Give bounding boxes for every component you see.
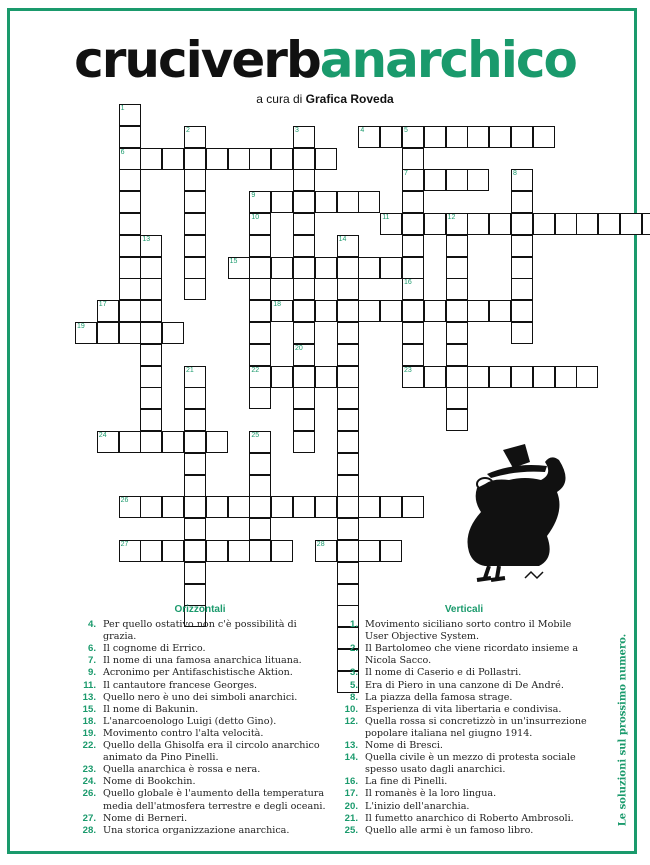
grid-cell[interactable] [446, 235, 468, 257]
clue-number: 8. [349, 691, 358, 703]
clue-item [74, 825, 326, 837]
clue-number: 14. [344, 752, 358, 764]
title-part1: cruciverb [74, 31, 320, 89]
clue-number: 25. [344, 824, 358, 836]
grid-cell[interactable] [337, 475, 359, 497]
across-clue-list [74, 619, 326, 837]
clue-item [336, 619, 592, 643]
grid-cell[interactable] [424, 366, 446, 388]
grid-cell[interactable] [576, 213, 598, 235]
grid-cell[interactable] [467, 169, 489, 191]
grid-cell[interactable] [337, 278, 359, 300]
grid-cell[interactable] [249, 322, 271, 344]
clue-number: 21. [344, 812, 358, 824]
grid-cell[interactable] [140, 300, 162, 322]
grid-cell[interactable] [315, 496, 337, 518]
clue-number: 15. [82, 703, 96, 715]
grid-number: 2 [186, 126, 190, 134]
grid-cell[interactable] [293, 191, 315, 213]
clue-number: 27. [82, 812, 96, 824]
subtitle-author: Grafica Roveda [305, 92, 394, 106]
grid-number: 26 [120, 497, 129, 505]
grid-cell[interactable] [97, 322, 119, 344]
grid-cell[interactable] [446, 409, 468, 431]
grid-cell[interactable] [555, 366, 577, 388]
grid-cell[interactable] [555, 213, 577, 235]
grid-cell[interactable] [140, 496, 162, 518]
grid-cell[interactable] [249, 518, 271, 540]
grid-cell[interactable] [119, 191, 141, 213]
grid-cell[interactable] [402, 191, 424, 213]
grid-cell[interactable] [446, 278, 468, 300]
clue-text: Il fumetto anarchico di Roberto Ambrosoli. [365, 812, 574, 824]
grid-cell[interactable] [446, 257, 468, 279]
clue-item [74, 776, 326, 788]
grid-cell[interactable] [337, 409, 359, 431]
grid-cell[interactable] [620, 213, 642, 235]
clue-text: Nome di Berneri. [103, 812, 188, 824]
grid-cell[interactable] [293, 300, 315, 322]
grid-cell[interactable] [271, 191, 293, 213]
clue-item [74, 788, 326, 812]
grid-cell[interactable] [315, 300, 337, 322]
grid-cell[interactable] [249, 540, 271, 562]
down-clue-list [336, 619, 592, 837]
grid-cell[interactable] [511, 257, 533, 279]
grid-cell[interactable] [467, 366, 489, 388]
clue-item [336, 692, 592, 704]
grid-cell[interactable] [271, 148, 293, 170]
clue-number: 19. [82, 727, 96, 739]
grid-number: 12 [447, 214, 456, 221]
clue-text: Esperienza di vita libertaria e condivisa. [365, 703, 562, 715]
grid-cell[interactable] [293, 366, 315, 388]
clue-item [336, 704, 592, 716]
grid-cell[interactable] [533, 213, 555, 235]
grid-cell[interactable] [402, 496, 424, 518]
clue-item [336, 825, 592, 837]
grid-cell[interactable] [184, 169, 206, 191]
grid-cell[interactable] [249, 257, 271, 279]
grid-cell[interactable] [119, 257, 141, 279]
grid-cell[interactable] [402, 148, 424, 170]
solutions-note: Le soluzioni sul prossimo numero. [617, 633, 629, 827]
clue-text: L'anarcoenologo Luigi (detto Gino). [103, 715, 277, 727]
grid-cell[interactable] [119, 126, 141, 148]
grid-cell[interactable] [337, 584, 359, 606]
grid-cell[interactable] [402, 257, 424, 279]
grid-cell[interactable] [293, 169, 315, 191]
clue-number: 6. [87, 643, 96, 655]
clue-item [74, 667, 326, 679]
grid-cell[interactable] [576, 366, 598, 388]
clue-number: 13. [82, 691, 96, 703]
grid-cell[interactable] [119, 300, 141, 322]
grid-cell[interactable] [424, 213, 446, 235]
grid-cell[interactable] [140, 540, 162, 562]
clue-number: 18. [82, 715, 96, 727]
clue-item [74, 655, 326, 667]
grid-cell[interactable] [511, 191, 533, 213]
grid-cell[interactable] [293, 278, 315, 300]
subtitle-prefix: a cura di [256, 92, 303, 106]
grid-number: 18 [273, 301, 281, 309]
clue-number: 9. [87, 667, 96, 679]
grid-cell[interactable] [337, 387, 359, 409]
clue-item [74, 764, 326, 776]
grid-cell[interactable] [402, 300, 424, 322]
grid-cell[interactable] [337, 431, 359, 453]
grid-cell[interactable] [249, 387, 271, 409]
grid-number: 17 [98, 301, 107, 309]
clue-text: Quella anarchica è rossa e nera. [103, 764, 261, 776]
clue-number: 13. [344, 740, 358, 752]
grid-cell[interactable] [140, 387, 162, 409]
grid-cell[interactable] [467, 213, 489, 235]
grid-cell[interactable] [184, 257, 206, 279]
clue-text: Nome di Bresci. [365, 740, 443, 752]
grid-cell[interactable] [119, 235, 141, 257]
grid-cell[interactable] [511, 366, 533, 388]
grid-cell[interactable] [446, 300, 468, 322]
grid-cell[interactable] [489, 366, 511, 388]
clue-text: Quello globale è l'aumento della temperatura media dell'atmosfera terrestre e degli oceani. [103, 788, 326, 812]
grid-cell[interactable] [249, 300, 271, 322]
grid-cell[interactable] [446, 126, 468, 148]
grid-cell[interactable] [184, 387, 206, 409]
grid-cell[interactable] [271, 366, 293, 388]
grid-number: 24 [98, 432, 107, 439]
grid-cell[interactable] [249, 453, 271, 475]
grid-cell[interactable] [337, 344, 359, 366]
clue-text: Il romanès è la loro lingua. [365, 788, 497, 800]
grid-cell[interactable] [424, 169, 446, 191]
title-part2: anarchico [319, 31, 576, 89]
clue-number: 1. [349, 619, 358, 631]
clue-text: L'inizio dell'anarchia. [365, 800, 470, 812]
grid-cell[interactable] [380, 496, 402, 518]
grid-cell[interactable] [424, 126, 446, 148]
grid-number: 8 [513, 170, 517, 178]
clue-text: La fine di Pinelli. [365, 776, 448, 788]
clue-item [74, 619, 326, 643]
grid-cell[interactable] [337, 322, 359, 344]
grid-cell[interactable] [249, 278, 271, 300]
grid-number: 16 [404, 279, 412, 287]
anarchist-figure-illustration [455, 440, 585, 590]
clue-text: La piazza della famosa strage. [365, 691, 513, 703]
grid-number: 28 [316, 541, 325, 548]
grid-cell[interactable] [337, 518, 359, 540]
grid-cell[interactable] [337, 540, 359, 562]
grid-cell[interactable] [380, 540, 402, 562]
grid-cell[interactable] [140, 257, 162, 279]
grid-number: 7 [404, 170, 408, 178]
clue-text: Una storica organizzazione anarchica. [103, 824, 290, 836]
grid-number: 27 [120, 541, 129, 548]
grid-number: 21 [186, 366, 194, 374]
grid-cell[interactable] [315, 191, 337, 213]
clue-number: 12. [344, 715, 358, 727]
grid-cell[interactable] [511, 300, 533, 322]
clue-text: Quella rossa si concretizzò in un'insurrezione popolare italiana nel giugno 1914. [365, 715, 587, 739]
grid-cell[interactable] [162, 148, 184, 170]
grid-cell[interactable] [358, 540, 380, 562]
grid-cell[interactable] [184, 431, 206, 453]
grid-cell[interactable] [642, 213, 650, 235]
clue-number: 5. [349, 679, 358, 691]
grid-cell[interactable] [293, 148, 315, 170]
clue-text: Il nome di una famosa anarchica lituana. [103, 655, 302, 667]
grid-number: 15 [229, 257, 238, 265]
grid-cell[interactable] [511, 213, 533, 235]
clue-number: 17. [344, 788, 358, 800]
grid-cell[interactable] [467, 126, 489, 148]
grid-cell[interactable] [140, 278, 162, 300]
down-clues [336, 604, 592, 837]
grid-cell[interactable] [119, 213, 141, 235]
grid-cell[interactable] [228, 496, 250, 518]
across-heading: Orizzontali [174, 604, 226, 615]
grid-cell[interactable] [162, 322, 184, 344]
grid-cell[interactable] [337, 191, 359, 213]
grid-cell[interactable] [337, 453, 359, 475]
clue-item [336, 643, 592, 667]
clue-number: 23. [82, 764, 96, 776]
grid-number: 23 [404, 366, 412, 374]
grid-cell[interactable] [119, 169, 141, 191]
grid-number: 5 [404, 126, 408, 134]
clue-item [336, 788, 592, 800]
grid-cell[interactable] [271, 540, 293, 562]
across-clues [74, 604, 326, 837]
grid-cell[interactable] [140, 366, 162, 388]
grid-cell[interactable] [184, 409, 206, 431]
grid-cell[interactable] [184, 518, 206, 540]
grid-cell[interactable] [206, 431, 228, 453]
clue-item [336, 801, 592, 813]
grid-cell[interactable] [184, 235, 206, 257]
grid-cell[interactable] [293, 257, 315, 279]
grid-cell[interactable] [140, 431, 162, 453]
clue-number: 7. [87, 655, 96, 667]
grid-cell[interactable] [402, 344, 424, 366]
grid-number: 4 [360, 126, 365, 134]
clue-number: 20. [344, 800, 358, 812]
grid-cell[interactable] [293, 431, 315, 453]
grid-cell[interactable] [184, 191, 206, 213]
clue-text: Il nome di Bakunin. [103, 703, 199, 715]
grid-cell[interactable] [337, 300, 359, 322]
grid-cell[interactable] [337, 562, 359, 584]
clue-item [336, 667, 592, 679]
grid-cell[interactable] [293, 409, 315, 431]
grid-cell[interactable] [315, 366, 337, 388]
grid-cell[interactable] [380, 126, 402, 148]
grid-cell[interactable] [511, 278, 533, 300]
clue-item [74, 680, 326, 692]
grid-cell[interactable] [293, 387, 315, 409]
grid-cell[interactable] [446, 322, 468, 344]
grid-number: 10 [251, 214, 260, 221]
grid-cell[interactable] [489, 213, 511, 235]
grid-cell[interactable] [511, 322, 533, 344]
clue-number: 11. [83, 679, 96, 691]
grid-number: 19 [77, 323, 85, 330]
clue-item [74, 692, 326, 704]
clue-item [336, 776, 592, 788]
clue-text: Nome di Bookchin. [103, 776, 196, 788]
grid-cell[interactable] [140, 409, 162, 431]
grid-cell[interactable] [184, 213, 206, 235]
grid-cell[interactable] [184, 562, 206, 584]
grid-cell[interactable] [119, 431, 141, 453]
grid-cell[interactable] [184, 148, 206, 170]
grid-cell[interactable] [337, 257, 359, 279]
grid-cell[interactable] [249, 344, 271, 366]
grid-cell[interactable] [162, 496, 184, 518]
grid-cell[interactable] [489, 300, 511, 322]
grid-number: 9 [251, 192, 256, 200]
grid-cell[interactable] [184, 496, 206, 518]
grid-cell[interactable] [337, 366, 359, 388]
clue-text: Per quello ostativo non c'è possibilità di grazia. [103, 619, 297, 643]
grid-cell[interactable] [140, 322, 162, 344]
grid-number: 11 [382, 214, 390, 221]
clue-number: 3. [349, 667, 358, 679]
grid-cell[interactable] [315, 148, 337, 170]
clue-item [336, 716, 592, 740]
grid-cell[interactable] [206, 496, 228, 518]
grid-cell[interactable] [358, 257, 380, 279]
grid-cell[interactable] [598, 213, 620, 235]
clue-text: Quella civile è un mezzo di protesta sociale spesso usato dagli anarchici. [365, 752, 576, 776]
grid-cell[interactable] [206, 540, 228, 562]
clue-text: Acronimo per Antifaschistische Aktion. [103, 667, 293, 679]
grid-cell[interactable] [184, 278, 206, 300]
clue-number: 2. [349, 643, 358, 655]
grid-cell[interactable] [119, 278, 141, 300]
grid-cell[interactable] [184, 475, 206, 497]
clue-text: Era di Piero in una canzone di De André. [365, 679, 564, 691]
grid-cell[interactable] [293, 213, 315, 235]
grid-cell[interactable] [249, 148, 271, 170]
grid-cell[interactable] [402, 213, 424, 235]
clue-item [74, 643, 326, 655]
clue-text: Quello nero è uno dei simboli anarchici. [103, 691, 298, 703]
grid-cell[interactable] [162, 431, 184, 453]
clue-number: 28. [82, 824, 96, 836]
clue-text: Il cantautore francese Georges. [103, 679, 258, 691]
clue-item [336, 752, 592, 776]
grid-cell[interactable] [228, 540, 250, 562]
grid-cell[interactable] [402, 322, 424, 344]
grid-number: 1 [120, 105, 125, 112]
grid-number: 14 [338, 235, 347, 243]
grid-cell[interactable] [467, 300, 489, 322]
grid-cell[interactable] [380, 257, 402, 279]
grid-cell[interactable] [533, 126, 555, 148]
grid-cell[interactable] [337, 496, 359, 518]
clue-text: Movimento contro l'alta velocità. [103, 727, 264, 739]
grid-cell[interactable] [358, 300, 380, 322]
grid-number: 3 [295, 126, 299, 134]
grid-cell[interactable] [511, 126, 533, 148]
grid-cell[interactable] [184, 540, 206, 562]
grid-cell[interactable] [293, 496, 315, 518]
clue-item [336, 680, 592, 692]
grid-number: 6 [120, 148, 125, 156]
clue-text: Il Bartolomeo che viene ricordato insieme a Nicola Sacco. [365, 643, 579, 667]
grid-cell[interactable] [511, 235, 533, 257]
grid-cell[interactable] [249, 235, 271, 257]
clue-item [74, 704, 326, 716]
grid-cell[interactable] [489, 126, 511, 148]
grid-cell[interactable] [358, 496, 380, 518]
grid-cell[interactable] [184, 453, 206, 475]
grid-cell[interactable] [380, 300, 402, 322]
clue-item [74, 740, 326, 764]
grid-cell[interactable] [249, 496, 271, 518]
grid-cell[interactable] [358, 191, 380, 213]
grid-cell[interactable] [446, 366, 468, 388]
clue-text: Il nome di Caserio e di Pollastri. [365, 667, 522, 679]
grid-number: 20 [295, 344, 303, 352]
clue-text: Quello alle armi è un famoso libro. [365, 824, 534, 836]
grid-number: 13 [142, 235, 151, 243]
grid-cell[interactable] [424, 300, 446, 322]
grid-cell[interactable] [446, 387, 468, 409]
grid-cell[interactable] [184, 584, 206, 606]
clue-number: 24. [82, 776, 96, 788]
clue-item [74, 728, 326, 740]
clue-number: 22. [82, 740, 96, 752]
clue-number: 26. [82, 788, 96, 800]
clue-text: Il cognome di Errico. [103, 643, 206, 655]
grid-cell[interactable] [162, 540, 184, 562]
clue-item [74, 716, 326, 728]
clue-item [74, 813, 326, 825]
clue-number: 16. [344, 776, 358, 788]
grid-cell[interactable] [533, 366, 555, 388]
grid-cell[interactable] [206, 148, 228, 170]
clue-item [336, 740, 592, 752]
grid-cell[interactable] [140, 344, 162, 366]
clue-number: 10. [344, 703, 358, 715]
clue-text: Quello della Ghisolfa era il circolo anarchico animato da Pino Pinelli. [103, 740, 320, 764]
clue-item [336, 813, 592, 825]
grid-cell[interactable] [315, 257, 337, 279]
grid-cell[interactable] [119, 322, 141, 344]
grid-cell[interactable] [293, 235, 315, 257]
grid-cell[interactable] [228, 148, 250, 170]
clue-text: Movimento siciliano sorto contro il Mobile User Objective System. [365, 619, 572, 643]
down-heading: Verticali [444, 604, 484, 615]
grid-cell[interactable] [140, 148, 162, 170]
grid-cell[interactable] [249, 475, 271, 497]
grid-cell[interactable] [293, 322, 315, 344]
grid-cell[interactable] [271, 496, 293, 518]
grid-cell[interactable] [446, 169, 468, 191]
grid-cell[interactable] [271, 257, 293, 279]
grid-cell[interactable] [402, 235, 424, 257]
grid-cell[interactable] [446, 344, 468, 366]
grid-number: 22 [251, 366, 260, 374]
clue-number: 4. [87, 619, 96, 631]
grid-number: 25 [251, 432, 260, 439]
